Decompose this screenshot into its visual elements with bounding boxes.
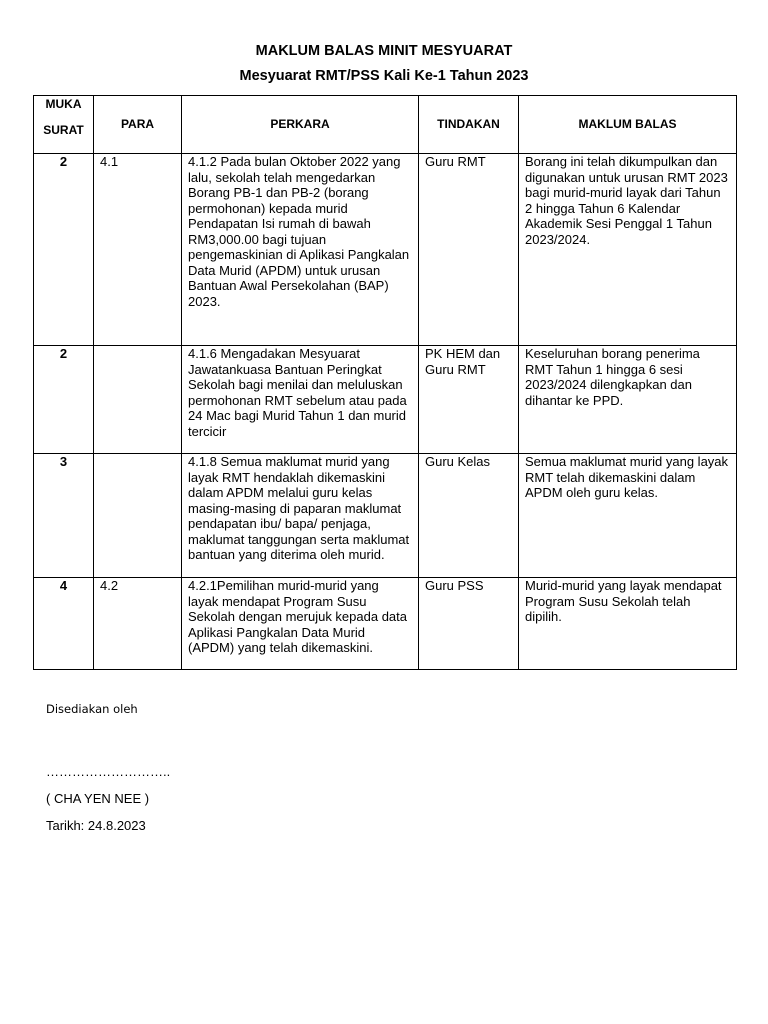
cell-muka-surat: 4 xyxy=(34,578,94,670)
header-perkara: PERKARA xyxy=(182,96,419,154)
cell-para: 4.1 xyxy=(94,154,182,346)
cell-muka-surat: 2 xyxy=(34,346,94,454)
prepared-date: Tarikh: 24.8.2023 xyxy=(46,818,146,833)
table-row xyxy=(34,454,737,578)
prepared-by-label: Disediakan oleh xyxy=(46,702,138,716)
cell-tindakan: PK HEM dan Guru RMT xyxy=(419,346,519,454)
cell-tindakan: Guru Kelas xyxy=(419,454,519,578)
header-maklum-balas: MAKLUM BALAS xyxy=(519,96,737,154)
header-muka-surat xyxy=(34,96,94,154)
table-row xyxy=(34,578,737,670)
cell-muka-surat: 3 xyxy=(34,454,94,578)
table-row xyxy=(34,346,737,454)
cell-perkara: 4.1.6 Mengadakan Mesyuarat Jawatankuasa Bantuan Peringkat Sekolah bagi menilai dan meluluskan permohonan RMT sebelum atau pada 24 Mac bagi Murid Tahun 1 dan murid tercicir xyxy=(182,346,419,454)
cell-para xyxy=(94,346,182,454)
minutes-table xyxy=(33,95,737,670)
header-para: PARA xyxy=(94,96,182,154)
header-muka-line1: MUKA xyxy=(45,96,82,111)
cell-perkara: 4.1.2 Pada bulan Oktober 2022 yang lalu, sekolah telah mengedarkan Borang PB-1 dan PB-2 (borang permohonan) kepada murid Pendapatan Isi rumah di bawah RM3,000.00 bagi tujuan pengemaskinian di Aplikasi Pangkalan Data Murid (APDM) untuk urusan Bantuan Awal Persekolahan (BAP) 2023. xyxy=(182,154,419,346)
document-subtitle: Mesyuarat RMT/PSS Kali Ke-1 Tahun 2023 xyxy=(239,68,529,84)
cell-perkara: 4.2.1Pemilihan murid-murid yang layak mendapat Program Susu Sekolah dengan merujuk kepada data Aplikasi Pangkalan Data Murid (APDM) yang telah dikemaskini. xyxy=(182,578,419,670)
table-header-row xyxy=(34,96,737,154)
cell-muka-surat: 2 xyxy=(34,154,94,346)
cell-maklum-balas: Murid-murid yang layak mendapat Program Susu Sekolah telah dipilih. xyxy=(519,578,737,670)
cell-maklum-balas: Borang ini telah dikumpulkan dan digunakan untuk urusan RMT 2023 bagi murid-murid layak dari Tahun 2 hingga Tahun 6 Kalendar Akademik Sesi Penggal 1 Tahun 2023/2024. xyxy=(519,154,737,346)
cell-para: 4.2 xyxy=(94,578,182,670)
cell-tindakan: Guru PSS xyxy=(419,578,519,670)
cell-maklum-balas: Semua maklumat murid yang layak RMT telah dikemaskini dalam APDM oleh guru kelas. xyxy=(519,454,737,578)
signature-line: ……………………….. xyxy=(46,764,171,779)
header-muka-line2: SURAT xyxy=(43,122,84,137)
header-tindakan: TINDAKAN xyxy=(419,96,519,154)
preparer-name: ( CHA YEN NEE ) xyxy=(46,791,150,806)
document-title: MAKLUM BALAS MINIT MESYUARAT xyxy=(255,43,513,59)
cell-tindakan: Guru RMT xyxy=(419,154,519,346)
table-row xyxy=(34,154,737,346)
cell-maklum-balas: Keseluruhan borang penerima RMT Tahun 1 hingga 6 sesi 2023/2024 dilengkapkan dan dihantar ke PPD. xyxy=(519,346,737,454)
cell-para xyxy=(94,454,182,578)
cell-perkara: 4.1.8 Semua maklumat murid yang layak RMT hendaklah dikemaskini dalam APDM melalui guru kelas masing-masing di paparan maklumat pendapatan ibu/ bapa/ penjaga, maklumat tanggungan serta maklumat bantuan yang diterima oleh murid. xyxy=(182,454,419,578)
